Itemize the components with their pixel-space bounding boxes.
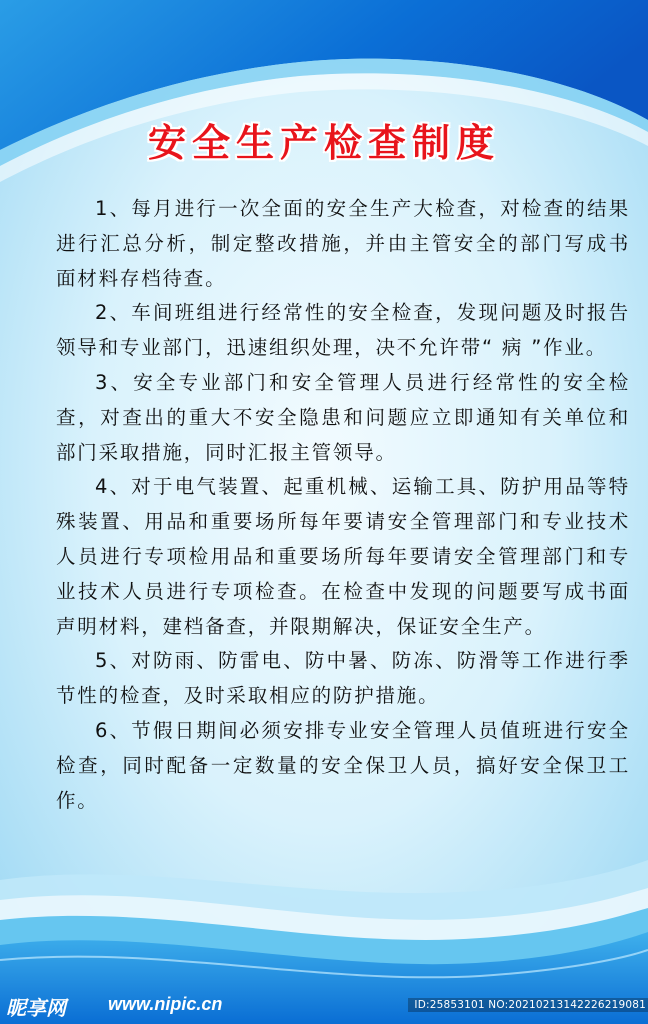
rule-paragraph: 4、对于电气装置、起重机械、运输工具、防护用品等特殊装置、用品和重要场所每年要请安全管理部门和专业技术人员进行专项检用品和重要场所每年要请安全管理部门和专业技术人员进行专项检查。在检查中发现的问题要写成书面声明材料，建档备查，并限期解决，保证安全生产。 — [56, 475, 630, 638]
rule-paragraph: 1、每月进行一次全面的安全生产大检查，对检查的结果进行汇总分析，制定整改措施，并由主管安全的部门写成书面材料存档待查。 — [56, 197, 630, 290]
watermark-url: www.nipic.cn — [108, 994, 223, 1014]
rules-body — [56, 192, 630, 818]
rule-paragraph: 5、对防雨、防雷电、防中暑、防冻、防滑等工作进行季节性的检查，及时采取相应的防护措施。 — [56, 649, 630, 708]
rule-paragraph: 2、车间班组进行经常性的安全检查，发现问题及时报告领导和专业部门，迅速组织处理，决不允许带“ 病 ”作业。 — [56, 301, 630, 360]
rule-paragraph: 3、安全专业部门和安全管理人员进行经常性的安全检查，对查出的重大不安全隐患和问题应立即通知有关单位和部门采取措施，同时汇报主管领导。 — [56, 370, 630, 464]
page-title: 安全生产检查制度 — [147, 121, 500, 165]
watermark-brand: 昵享网 — [6, 996, 66, 1020]
rule-paragraph: 6、节假日期间必须安排专业安全管理人员值班进行安全检查，同时配备一定数量的安全保卫人员，搞好安全保卫工作。 — [56, 718, 630, 812]
watermark-id: ID:25853101 NO:20210213142226219081 — [408, 998, 648, 1012]
